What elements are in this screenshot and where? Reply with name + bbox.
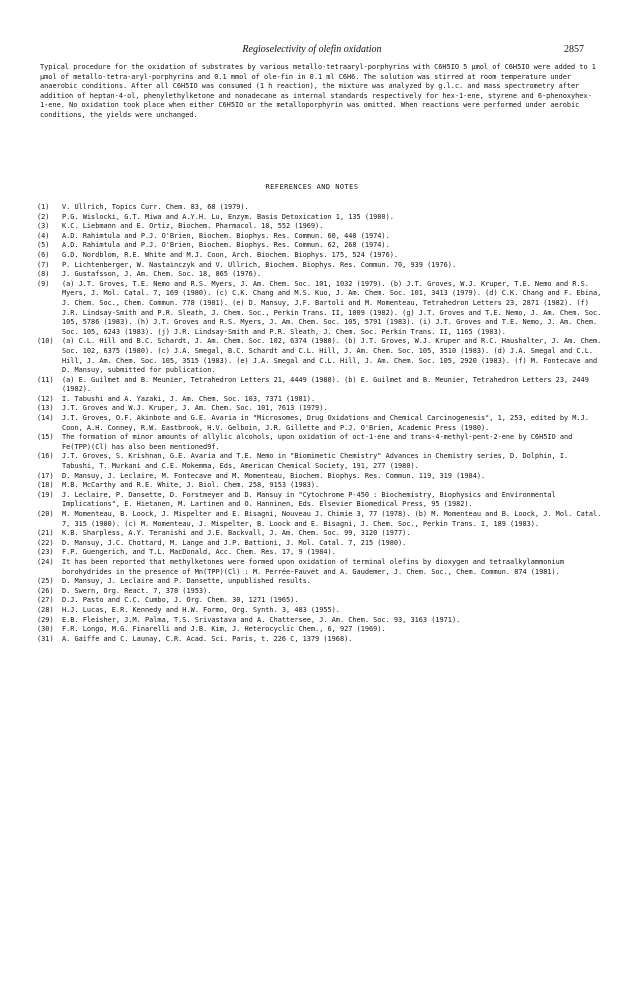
reference-item <box>37 606 602 616</box>
reference-item <box>37 337 602 375</box>
reference-text: (a) C.L. Hill and B.C. Schardt, J. Am. Chem. Soc. 102, 6374 (1980). (b) J.T. Groves, W.J. Kruper and R.C. Haushalter, J. Am. Chem. Soc. 102, 6375 (1980). (c) J.A. Smegal, B.C. Schardt and C.L. Hill, J. Am. Chem. Soc. 105, 3510 (1983). (d) J.A. Smegal and C.L. Hill, J. Am. Chem. Soc. 105, 3515 (1983). (e) J.A. Smegal and C.L. Hill, J. Am. Chem. Soc. 105, 2920 (1983). (f) M. Fontecave and D. Mansuy, submitted for publication. <box>62 337 602 375</box>
reference-text: M.B. McCarthy and R.E. White, J. Biol. Chem. 258, 9153 (1983). <box>62 481 320 490</box>
reference-number: (5) <box>37 241 50 250</box>
reference-item <box>37 261 602 271</box>
reference-item <box>37 472 602 482</box>
reference-number: (6) <box>37 250 50 259</box>
reference-number: (3) <box>37 222 50 231</box>
reference-number: (8) <box>37 270 50 279</box>
reference-item <box>37 376 602 395</box>
reference-text: H.J. Lucas, E.R. Kennedy and H.W. Formo, Org. Synth. 3, 483 (1955). <box>62 605 340 614</box>
reference-text: (a) J.T. Groves, T.E. Nemo and R.S. Myers, J. Am. Chem. Soc. 101, 1032 (1979). (b) J.T. Groves, W.J. Kruper, T.E. Nemo and R.S. Myers, J. Mol. Catal. 7, 169 (1980). (c) C.K. Chang and M.S. Kuo, J. Am. Chem. Soc. 101, 3413 (1979). (d) C.K. Chang and F. Ebina, J. Chem. Soc., Chem. Commun. 778 (1981). (e) D. Mansuy, J.F. Bartoli and M. Momenteau, Tetrahedron Letters 23, 2871 (1982). (f) J.R. Lindsay-Smith and P.R. Sleath, J. Chem. Soc., Perkin Trans. II, 1009 (1982). (g) J.T. Groves and T.E. Nemo, J. Am. Chem. Soc. 105, 5786 (1983). (h) J.T. Groves and R.S. Myers, J. Am. Chem. Soc. 105, 5791 (1983). (i) J.T. Groves and T.E. Nemo, J. Am. Chem. Soc. 105, 6243 (1983). (j) J.R. Lindsay-Smith and P.R. Sleath, J. Chem. Soc. Perkin Trans. II, 1165 (1983). <box>62 279 602 336</box>
reference-number: (2) <box>37 212 50 221</box>
reference-number: (28) <box>37 605 54 614</box>
reference-number: (31) <box>37 634 54 643</box>
reference-text: A.D. Rahimtula and P.J. O'Brien, Biochem. Biophys. Res. Commun. 60, 440 (1974). <box>62 231 390 240</box>
reference-item <box>37 280 602 338</box>
reference-item <box>37 232 602 242</box>
reference-text: D. Mansuy, J. Leclaire and P. Dansette, unpublished results. <box>62 577 311 586</box>
reference-text: K.C. Liebmann and E. Ortiz, Biochem. Pharmacol. 18, 552 (1969). <box>62 222 324 231</box>
reference-item <box>37 241 602 251</box>
reference-item <box>37 452 602 471</box>
reference-number: (20) <box>37 510 54 518</box>
reference-item <box>37 203 602 213</box>
reference-number: (25) <box>37 577 54 586</box>
reference-text: G.D. Nordblom, R.E. White and M.J. Coon, Arch. Biochem. Biophys. 175, 524 (1976). <box>62 250 399 259</box>
reference-text: F.P. Guengerich, and T.L. MacDonald, Acc. Chem. Res. 17, 9 (1984). <box>62 548 336 557</box>
reference-number: (9) <box>37 279 50 288</box>
reference-item <box>37 558 602 577</box>
reference-item <box>37 616 602 626</box>
reference-item <box>37 577 602 587</box>
reference-item <box>37 529 602 539</box>
reference-text: It has been reported that methylketones were formed upon oxidation of terminal olefins by dioxygen and tetraalkylammonium borohydrides in the presence of Mn(TPP)(Cl) : M. Perrée-Fauvet and A. Gaudemer, J. Chem. Soc., Chem. Commun. 874 (1981). <box>62 557 564 576</box>
reference-text: M. Momenteau, B. Loock, J. Mispelter and E. Bisagni, Nouveau J. Chimie 3, 77 (1978). (b) M. Momenteau and B. Loock, J. Mol. Catal. 7, 315 (1980). (c) M. Momenteau, J. Mispelter, B. Loock and E. Bisagni, J. Chem. Soc., Perkin Trans. I, 189 (1983). <box>62 510 602 528</box>
reference-item <box>37 481 602 491</box>
reference-number: (10) <box>37 337 54 346</box>
reference-number: (29) <box>37 615 54 624</box>
reference-text: The formation of minor amounts of allylic alcohols, upon oxidation of oct-1-ene and trans-4-methyl-pent-2-ene by C6H5IO and Fe(TPP)(Cl) has also been mentioned9f. <box>62 433 573 451</box>
reference-number: (16) <box>37 452 54 461</box>
reference-text: V. Ullrich, Topics Curr. Chem. 83, 68 (1979). <box>62 203 249 211</box>
reference-number: (17) <box>37 471 54 480</box>
reference-number: (15) <box>37 433 54 442</box>
reference-text: E.B. Fleisher, J.M. Palma, T.S. Srivastava and A. Chattersee, J. Am. Chem. Soc. 93, 3163 (1971). <box>62 615 461 624</box>
reference-number: (24) <box>37 557 54 566</box>
reference-text: D.J. Pasto and C.C. Cumbo, J. Org. Chem. 30, 1271 (1965). <box>62 596 299 605</box>
reference-number: (30) <box>37 625 54 634</box>
reference-item <box>37 395 602 405</box>
reference-number: (23) <box>37 548 54 557</box>
reference-text: A.D. Rahimtula and P.J. O'Brien, Biochem. Biophys. Res. Commun. 62, 268 (1974). <box>62 241 390 250</box>
reference-number: (4) <box>37 231 50 240</box>
reference-item <box>37 213 602 223</box>
reference-text: D. Mansuy, J.C. Chottard, M. Lange and J.P. Battioni, J. Mol. Catal. 7, 215 (1980). <box>62 538 407 547</box>
reference-number: (27) <box>37 596 54 605</box>
reference-number: (19) <box>37 490 54 499</box>
reference-text: K.B. Sharpless, A.Y. Teranishi and J.E. Backvall, J. Am. Chem. Soc. 99, 3120 (1977). <box>62 529 411 538</box>
procedure-paragraph: Typical procedure for the oxidation of substrates by various metallo-tetraaryl-porphyrins with C6H5IO 5 μmol of C6H5IO were added to 1 μmol of metallo-tetra-aryl-porphyrins and 0.1 mmol of ole-fin in 0.1 ml C6H6. The solution was stirred at room temperature under anaerobic conditions. After all C6H5IO was consumed (1 h reaction), the mixture was analyzed by g.l.c. and mass spectrometry after addition of heptan-4-ol, phenylethylketone and nonadecane as internal standards respectively for hex-1-ene, styrene and 6-phenoxyhex-1-ene. No oxidation took place when either C6H5IO or the metalloporphyrin was omitted. When reactions were performed under aerobic conditions, the yields were unchanged. <box>40 63 596 119</box>
reference-text: J.T. Groves, S. Krishnan, G.E. Avaria and T.E. Nemo in "Biomimetic Chemistry" Advances in Chemistry series, D. Dolphin, I. Tabushi, T. Murkani and C.E. Mokemma, Eds, American Chemical Society, 191, 277 (1980). <box>62 452 569 471</box>
reference-number: (11) <box>37 375 54 384</box>
reference-text: D. Mansuy, J. Leclaire, M. Fontecave and M. Momenteau, Biochem. Biophys. Res. Commun. 119, 319 (1984). <box>62 471 486 480</box>
reference-number: (7) <box>37 260 50 269</box>
references-heading: REFERENCES AND NOTES <box>265 183 359 191</box>
reference-text: J. Gustafsson, J. Am. Chem. Soc. 18, 865 (1976). <box>62 270 262 279</box>
reference-item <box>37 539 602 549</box>
reference-item <box>37 510 602 529</box>
reference-text: I. Tabushi and A. Yazaki, J. Am. Chem. Soc. 103, 7371 (1981). <box>62 394 316 403</box>
page-header <box>40 44 584 58</box>
reference-text: D. Swern, Org. React. 7, 378 (1953). <box>62 586 212 595</box>
reference-number: (1) <box>37 203 50 211</box>
reference-item <box>37 596 602 606</box>
reference-number: (18) <box>37 481 54 490</box>
experimental-procedure <box>40 63 600 121</box>
reference-item <box>37 625 602 635</box>
reference-item <box>37 251 602 261</box>
reference-number: (21) <box>37 529 54 538</box>
reference-number: (12) <box>37 394 54 403</box>
reference-item <box>37 635 602 645</box>
reference-text: P.G. Wislocki, G.T. Miwa and A.Y.H. Lu, Enzym. Basis Detoxication 1, 135 (1980). <box>62 212 394 221</box>
reference-text: (a) E. Guilmet and B. Meunier, Tetrahedron Letters 21, 4449 (1980). (b) E. Guilmet and B. Meunier, Tetrahedron Letters 23, 2449 (1982). <box>62 375 589 394</box>
page-number: 2857 <box>564 44 584 55</box>
reference-text: J.T. Groves, O.F. Akinbote and G.E. Avaria in "Microsomes, Drug Oxidations and Chemical Carcinogenesis", 1, 253, edited by M.J. Coon, A.H. Conney, R.W. Eastbrook, H.V. Gelboin, J.R. Gillette and P.J. O'Brien, Academic Press (1980). <box>62 414 589 432</box>
reference-item <box>37 491 602 510</box>
reference-text: J. Leclaire, P. Dansette, D. Forstmeyer and D. Mansuy in "Cytochrome P-450 : Biochemistry, Biophysics and Environmental Implications", E. Hietanen, M. Lartinen and O. Hanninen, Eds. Elsevier Biomedical Press, 95 (1982). <box>62 490 556 509</box>
reference-number: (22) <box>37 538 54 547</box>
reference-item <box>37 414 602 433</box>
reference-text: A. Gaiffe and C. Launay, C.R. Acad. Sci. Paris, t. 226 C, 1379 (1968). <box>62 634 353 643</box>
reference-text: J.T. Groves and W.J. Kruper, J. Am. Chem. Soc. 101, 7613 (1979). <box>62 404 328 413</box>
reference-number: (13) <box>37 404 54 413</box>
reference-text: P. Lichtenberger, W. Nastainczyk and V. Ullrich, Biochem. Biophys. Res. Commun. 70, 939 (1976). <box>62 260 457 269</box>
reference-item <box>37 404 602 414</box>
reference-item <box>37 270 602 280</box>
reference-item <box>37 222 602 232</box>
running-title: Regioselectivity of olefin oxidation <box>242 44 382 55</box>
reference-item <box>37 548 602 558</box>
references-list <box>37 203 602 644</box>
reference-number: (14) <box>37 414 54 423</box>
reference-text: F.R. Longo, M.G. Finarelli and J.B. Kim, J. Heterocyclic Chem., 6, 927 (1969). <box>62 625 386 634</box>
reference-item <box>37 433 602 452</box>
reference-number: (26) <box>37 586 54 595</box>
reference-item <box>37 587 602 597</box>
